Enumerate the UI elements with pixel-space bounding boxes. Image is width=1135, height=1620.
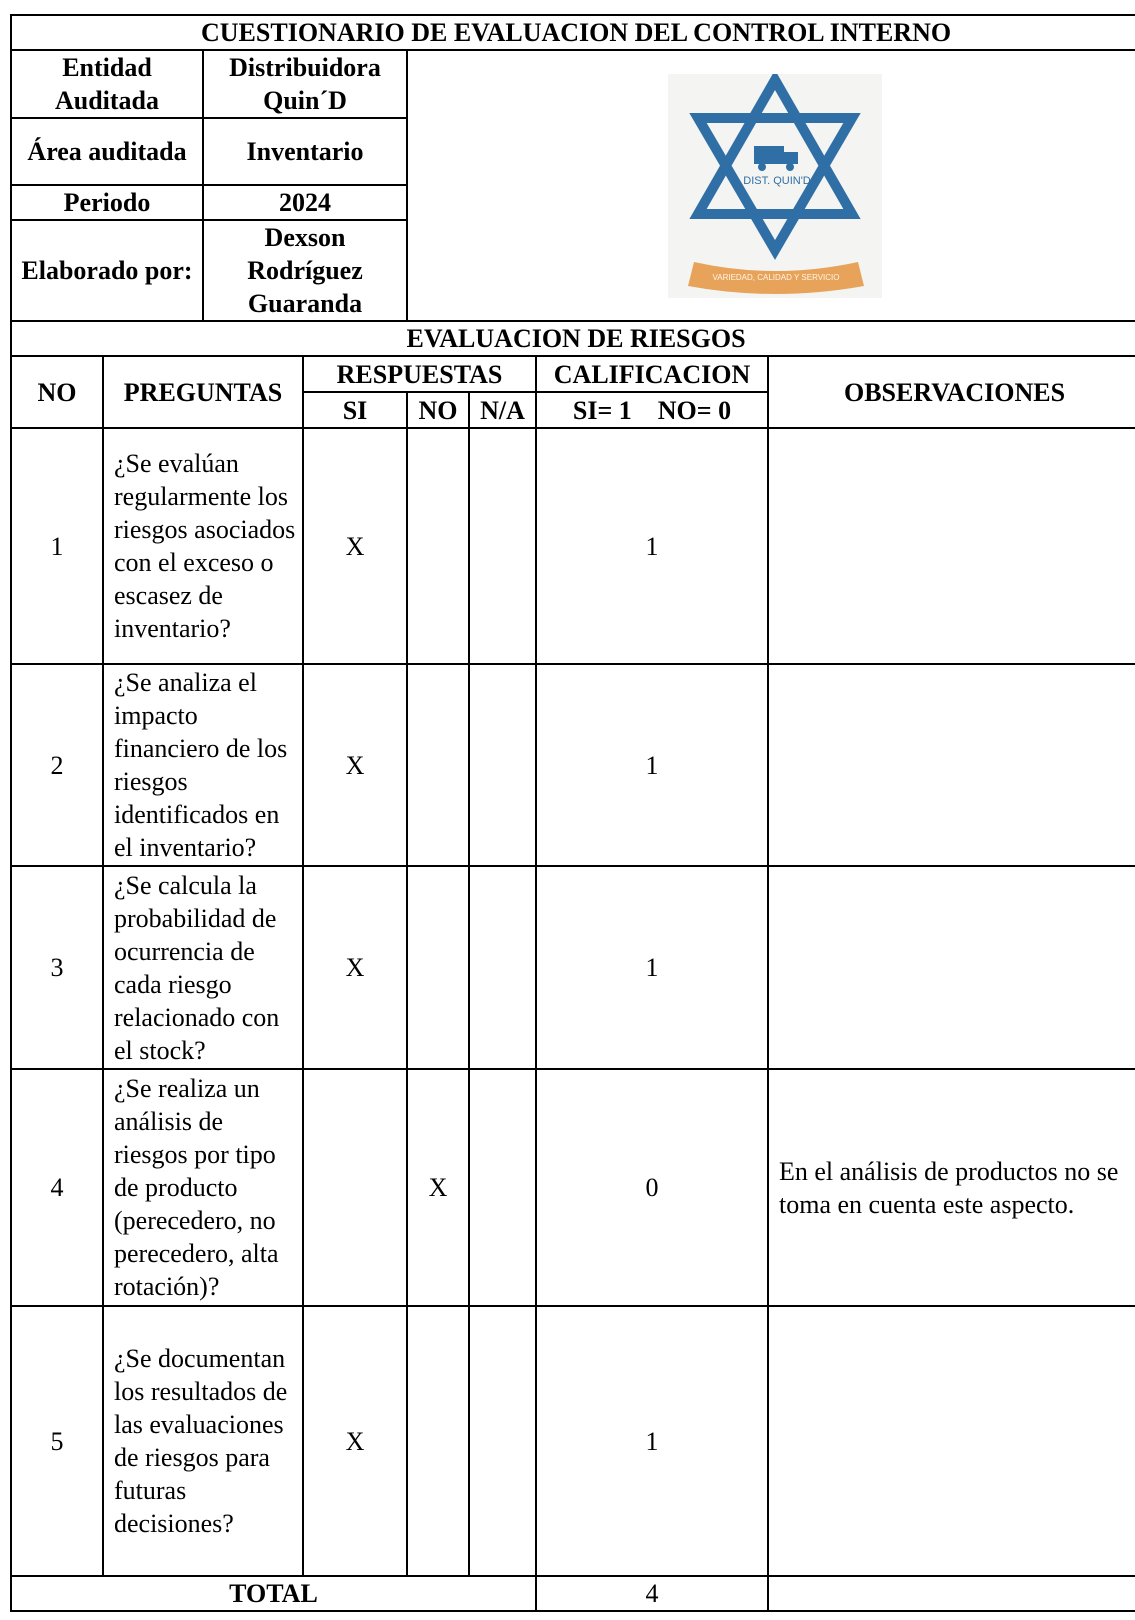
entity-value: Distribuidora Quin´D [203,50,407,118]
period-value: 2024 [203,185,407,220]
header-rating-scale [536,392,768,428]
row-answer-na [469,1069,536,1306]
row-rating: 1 [536,1306,768,1576]
row-number: 3 [11,866,103,1069]
entity-label: Entidad Auditada [11,50,203,118]
rating-yes-scale: SI= 1 [572,395,632,425]
row-observation [768,866,1135,1069]
row-answer-yes [303,1069,407,1306]
company-logo [668,74,882,298]
row-rating: 1 [536,428,768,664]
row-number: 4 [11,1069,103,1306]
header-no: NO [11,356,103,428]
header-yes: SI [303,392,407,428]
row-answer-yes: X [303,1306,407,1576]
row-question: ¿Se realiza un análisis de riesgos por tipo de producto (perecedero, no perecedero, alta rotación)? [103,1069,303,1306]
logo-cell [407,50,1135,321]
row-answer-no [407,866,469,1069]
row-answer-na [469,664,536,866]
row-number: 5 [11,1306,103,1576]
table-row [11,664,1135,866]
author-value: Dexson Rodríguez Guaranda [203,220,407,321]
header-rating: CALIFICACION [536,356,768,392]
row-answer-na [469,1306,536,1576]
row-answer-no [407,428,469,664]
table-row [11,866,1135,1069]
total-observation [768,1576,1135,1611]
total-value: 4 [536,1576,768,1611]
table-row [11,1069,1135,1306]
row-rating: 0 [536,1069,768,1306]
total-label: TOTAL [11,1576,536,1611]
row-observation [768,664,1135,866]
document-title: CUESTIONARIO DE EVALUACION DEL CONTROL INTERNO [11,15,1135,50]
author-label: Elaborado por: [11,220,203,321]
row-observation: En el análisis de productos no se toma en cuenta este aspecto. [768,1069,1135,1306]
section-title: EVALUACION DE RIESGOS [11,321,1135,356]
area-label: Área auditada [11,118,203,185]
row-question: ¿Se documentan los resultados de las evaluaciones de riesgos para futuras decisiones? [103,1306,303,1576]
row-answer-yes: X [303,428,407,664]
period-label: Periodo [11,185,203,220]
header-no-answer: NO [407,392,469,428]
header-answers: RESPUESTAS [303,356,536,392]
header-observations: OBSERVACIONES [768,356,1135,428]
row-answer-no [407,664,469,866]
svg-text:DIST. QUIN'D: DIST. QUIN'D [742,174,811,187]
row-answer-yes: X [303,866,407,1069]
area-value: Inventario [203,118,407,185]
row-rating: 1 [536,664,768,866]
row-answer-no: X [407,1069,469,1306]
row-question: ¿Se analiza el impacto financiero de los riesgos identificados en el inventario? [103,664,303,866]
row-question: ¿Se calcula la probabilidad de ocurrencia de cada riesgo relacionado con el stock? [103,866,303,1069]
row-number: 1 [11,428,103,664]
row-number: 2 [11,664,103,866]
table-row [11,428,1135,664]
row-observation [768,1306,1135,1576]
table-row [11,1306,1135,1576]
row-observation [768,428,1135,664]
header-na: N/A [469,392,536,428]
row-answer-yes: X [303,664,407,866]
row-question: ¿Se evalúan regularmente los riesgos asociados con el exceso o escasez de inventario? [103,428,303,664]
row-answer-na [469,866,536,1069]
header-questions: PREGUNTAS [103,356,303,428]
row-rating: 1 [536,866,768,1069]
row-answer-na [469,428,536,664]
rating-no-scale: NO= 0 [657,395,732,425]
svg-text:VARIEDAD, CALIDAD Y SERVICIO: VARIEDAD, CALIDAD Y SERVICIO [712,272,840,282]
internal-control-questionnaire [10,14,1135,1612]
row-answer-no [407,1306,469,1576]
